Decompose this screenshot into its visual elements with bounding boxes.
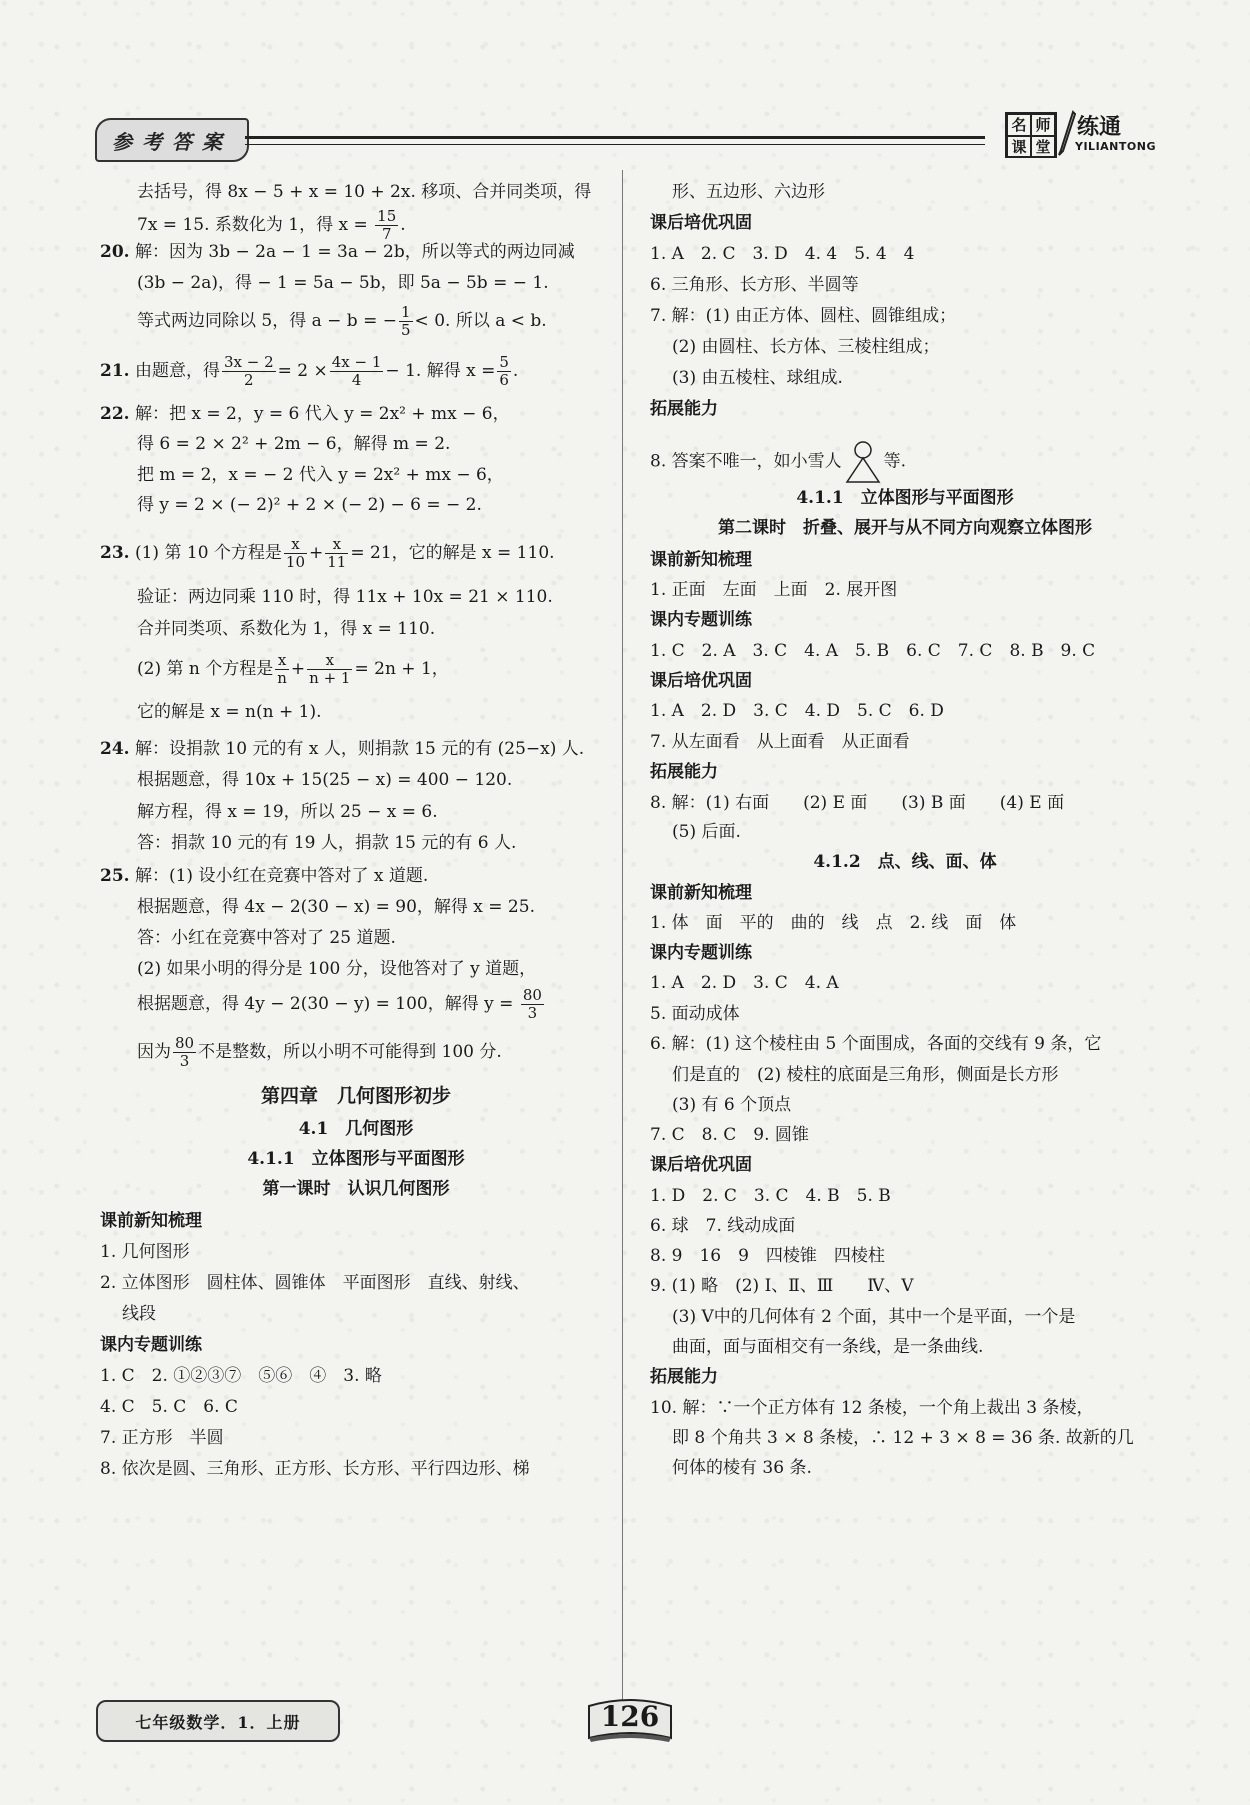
answer-line: 1. C 2. ①②③⑦ ⑤⑥ ④ 3. 略: [100, 1366, 382, 1386]
section-heading: 课后培优巩固: [650, 213, 752, 233]
question-number: 21.: [100, 361, 130, 381]
numerator: 80: [522, 986, 542, 1004]
numerator: x: [275, 652, 289, 670]
brand-char: 名: [1007, 114, 1031, 136]
text-run: 解：(1) 设小红在竞赛中答对了 x 道题.: [134, 866, 429, 886]
header-rule-thin: [245, 144, 985, 145]
text-line: 得 y = 2 × (− 2)² + 2 × (− 2) − 6 = − 2.: [137, 495, 482, 515]
answer-line: 7. 解：(1) 由正方体、圆柱、圆锥组成；: [650, 306, 957, 326]
fraction: [330, 354, 384, 389]
answer-line: 8. 依次是圆、三角形、正方形、长方形、平行四边形、梯: [100, 1459, 530, 1479]
text-run: +: [290, 659, 306, 679]
page-number-badge: [585, 1692, 675, 1744]
answer-line: 7. 正方形 半圆: [100, 1428, 224, 1448]
answer-line: 1. C 2. A 3. C 4. A 5. B 6. C 7. C 8. B 9. C: [650, 641, 1096, 661]
numerator: x: [307, 652, 352, 670]
text-run: 解：设捐款 10 元的有 x 人，则捐款 15 元的有 (25−x) 人.: [134, 739, 585, 759]
numerator: x: [325, 536, 348, 554]
column-divider: [622, 170, 623, 1725]
section-badge: 参考答案: [95, 118, 249, 162]
lesson-title: 第二课时 折叠、展开与从不同方向观察立体图形: [718, 518, 1092, 538]
subsection-title: 4.1.2 点、线、面、体: [813, 852, 997, 872]
text-run: +: [309, 543, 324, 563]
answer-line: (3) 由五棱柱、球组成.: [672, 368, 843, 388]
section-heading: 课内专题训练: [650, 943, 752, 963]
numerator: 3x − 2: [223, 353, 274, 371]
numerator: 15: [377, 207, 397, 225]
question-number: 25.: [100, 866, 130, 886]
lesson-title: 第一课时 认识几何图形: [262, 1179, 450, 1199]
numerator: 80: [175, 1034, 195, 1052]
page-number: 126: [600, 1700, 660, 1733]
snowman-figure: [842, 440, 884, 484]
text-line: 验证：两边同乘 110 时，得 11x + 10x = 21 × 110.: [137, 587, 553, 607]
answer-line: (2) 由圆柱、长方体、三棱柱组成；: [672, 337, 940, 357]
text-run: (2) 第 n 个方程是: [137, 659, 274, 679]
denominator: 2: [244, 371, 254, 389]
fraction: [222, 354, 276, 389]
page-header: [95, 115, 1156, 168]
answer-line: 形、五边形、六边形: [672, 182, 825, 202]
fraction: [497, 354, 511, 389]
text-run: 根据题意，得 4y − 2(30 − y) = 100，解得 y =: [137, 994, 514, 1014]
numerator: 5: [499, 353, 509, 371]
text-line: 得 6 = 2 × 2² + 2m − 6，解得 m = 2.: [137, 434, 451, 454]
text-line: 合并同类项、系数化为 1，得 x = 110.: [137, 619, 436, 639]
text-line: (3b − 2a)，得 − 1 = 5a − 5b，即 5a − 5b = − 1.: [137, 273, 549, 293]
fraction: [275, 652, 289, 687]
text-line: 答：捐款 10 元的有 19 人，捐款 15 元的有 6 人.: [137, 833, 517, 853]
text-line: 把 m = 2，x = − 2 代入 y = 2x² + mx − 6，: [137, 465, 504, 485]
question-number: 23.: [100, 543, 130, 563]
subsection-title: 4.1.1 立体图形与平面图形: [796, 488, 1014, 508]
text-run: 8. 答案不唯一，如小雪人: [650, 451, 842, 472]
section-heading: 课前新知梳理: [100, 1211, 202, 1231]
answer-line: 2. 立体图形 圆柱体、圆锥体 平面图形 直线、射线、: [100, 1273, 530, 1293]
answer-line: (5) 后面.: [672, 822, 741, 842]
text-line: 答：小红在竞赛中答对了 25 道题.: [137, 928, 396, 948]
text-run: = 2 ×: [277, 361, 328, 381]
text-run: < 0. 所以 a < b.: [414, 311, 547, 331]
section-heading: 课后培优巩固: [650, 1155, 752, 1175]
question-20: [100, 238, 575, 266]
text-run: = 21，它的解是 x = 110.: [350, 543, 555, 563]
denominator: 11: [327, 553, 347, 571]
answer-line: 10. 解：∵一个正方体有 12 条棱，一个角上裁出 3 条棱，: [650, 1398, 1094, 1418]
denominator: 6: [499, 371, 509, 389]
fraction: [284, 536, 307, 571]
brand-char: 堂: [1031, 136, 1055, 158]
denominator: 5: [401, 321, 411, 339]
answer-line: 1. A 2. C 3. D 4. 4 5. 4 4: [650, 244, 915, 264]
answer-line: 6. 球 7. 线动成面: [650, 1216, 796, 1236]
pen-icon: [1057, 110, 1077, 156]
answer-line: 9. (1) 略 (2) Ⅰ、Ⅱ、Ⅲ Ⅳ、Ⅴ: [650, 1276, 914, 1296]
chapter-title: 第四章 几何图形初步: [260, 1085, 451, 1107]
answer-line: 曲面，面与面相交有一条线，是一条曲线.: [672, 1337, 984, 1357]
answer-line: 7. C 8. C 9. 圆锥: [650, 1125, 809, 1145]
text-line: 去括号，得 8x − 5 + x = 10 + 2x. 移项、合并同类项，得: [137, 182, 592, 202]
text-line: 解方程，得 x = 19，所以 25 − x = 6.: [137, 802, 438, 822]
answer-line: (3) 有 6 个顶点: [672, 1095, 792, 1115]
text-run: = 2n + 1，: [354, 659, 449, 679]
question-22: [100, 400, 510, 428]
text-run: 因为: [137, 1042, 171, 1062]
answer-line: 们是直的 (2) 棱柱的底面是三角形，侧面是长方形: [672, 1065, 1059, 1085]
fraction: [521, 987, 544, 1022]
brand-box: [1005, 112, 1057, 158]
fraction: [307, 652, 352, 687]
section-heading: 课前新知梳理: [650, 883, 752, 903]
fraction: [325, 536, 348, 571]
text-line: [100, 1035, 502, 1070]
text-line: [100, 304, 547, 339]
answer-line: 8. 9 16 9 四棱锥 四棱柱: [650, 1246, 885, 1266]
answer-line: 6. 三角形、长方形、半圆等: [650, 275, 859, 295]
brand-logo: [1005, 108, 1155, 168]
question-21: [100, 354, 518, 389]
brand-name: 练通: [1077, 115, 1122, 140]
section-heading: 课内专题训练: [100, 1335, 202, 1355]
section-heading: 课后培优巩固: [650, 671, 752, 691]
text-line: 根据题意，得 10x + 15(25 − x) = 400 − 120.: [137, 770, 513, 790]
answer-line: 线段: [122, 1304, 156, 1324]
section-heading: 课前新知梳理: [650, 550, 752, 570]
numerator: 1: [401, 303, 411, 321]
question-number: 22.: [100, 404, 130, 424]
text-run: 不是整数，所以小明不可能得到 100 分.: [198, 1042, 502, 1062]
text-run: .: [512, 361, 519, 381]
numerator: 4x − 1: [331, 353, 382, 371]
denominator: 7: [381, 225, 392, 243]
text-run: − 1. 解得 x =: [385, 361, 496, 381]
section-heading: 拓展能力: [650, 762, 718, 782]
question-24: [100, 735, 584, 763]
text-run: 等.: [883, 451, 907, 472]
answer-line: 1. 体 面 平的 曲的 线 点 2. 线 面 体: [650, 913, 1017, 933]
brand-char: 课: [1007, 136, 1031, 158]
answer-line: 4. C 5. C 6. C: [100, 1397, 238, 1417]
answer-line: [650, 440, 906, 484]
answer-line: 8. 解：(1) 右面 (2) E 面 (3) B 面 (4) E 面: [650, 793, 1065, 813]
answer-line: 7. 从左面看 从上面看 从正面看: [650, 732, 910, 752]
answer-line: 1. 几何图形: [100, 1242, 190, 1262]
denominator: 4: [351, 371, 362, 389]
answer-line: 何体的棱有 36 条.: [672, 1458, 812, 1478]
section-heading: 拓展能力: [650, 399, 718, 419]
denominator: n + 1: [309, 669, 351, 687]
text-run: (1) 第 10 个方程是: [134, 543, 282, 563]
text-run: 解：因为 3b − 2a − 1 = 3a − 2b，所以等式的两边同减: [134, 242, 575, 262]
text-line: 7x = 15. 系数化为 1，得 x = $\frac{15}{7}$ .: [137, 207, 406, 243]
question-23: [100, 536, 555, 571]
question-number: 20.: [100, 242, 130, 262]
fraction: [399, 304, 413, 339]
denominator: 3: [527, 1004, 538, 1022]
text-line: 根据题意，得 4x − 2(30 − x) = 90，解得 x = 25.: [137, 897, 535, 917]
text-run: 解：把 x = 2，y = 6 代入 y = 2x² + mx − 6，: [134, 404, 510, 424]
book-label: 七年级数学．1．上册: [96, 1700, 340, 1742]
denominator: 3: [179, 1052, 190, 1070]
numerator: x: [284, 536, 307, 554]
answer-line: 6. 解：(1) 这个棱柱由 5 个面围成，各面的交线有 9 条，它: [650, 1034, 1102, 1054]
text-line: [100, 652, 449, 687]
question-number: 24.: [100, 739, 130, 759]
answer-line: 1. D 2. C 3. C 4. B 5. B: [650, 1186, 891, 1206]
fraction: [173, 1035, 196, 1070]
answer-line: 1. A 2. D 3. C 4. A: [650, 973, 839, 993]
text-run: 由题意，得: [134, 361, 220, 381]
subsection-title: 4.1.1 立体图形与平面图形: [247, 1149, 465, 1169]
text-line: [100, 987, 546, 1022]
answer-line: 5. 面动成体: [650, 1004, 740, 1024]
text-run: 等式两边同除以 5，得 a − b = −: [137, 311, 397, 331]
text-line: (2) 如果小明的得分是 100 分，设他答对了 y 道题，: [137, 959, 537, 979]
section-title: 4.1 几何图形: [298, 1119, 414, 1139]
answer-line: 1. 正面 左面 上面 2. 展开图: [650, 580, 898, 600]
denominator: 10: [285, 553, 306, 571]
answer-line: 即 8 个角共 3 × 8 条棱，∴ 12 + 3 × 8 = 36 条. 故新的几: [672, 1428, 1134, 1448]
answer-line: (3) Ⅴ中的几何体有 2 个面，其中一个是平面，一个是: [672, 1307, 1076, 1327]
text-run: 7x = 15. 系数化为 1，得 x =: [137, 215, 368, 235]
denominator: n: [277, 669, 287, 687]
brand-char: 师: [1031, 114, 1055, 136]
header-rule: [245, 136, 985, 139]
brand-subtitle: YILIANTONG: [1075, 140, 1156, 153]
section-heading: 拓展能力: [650, 1367, 718, 1387]
text-line: 它的解是 x = n(n + 1).: [137, 702, 322, 722]
question-25: [100, 862, 428, 890]
section-heading: 课内专题训练: [650, 610, 752, 630]
answer-line: 1. A 2. D 3. C 4. D 5. C 6. D: [650, 701, 944, 721]
